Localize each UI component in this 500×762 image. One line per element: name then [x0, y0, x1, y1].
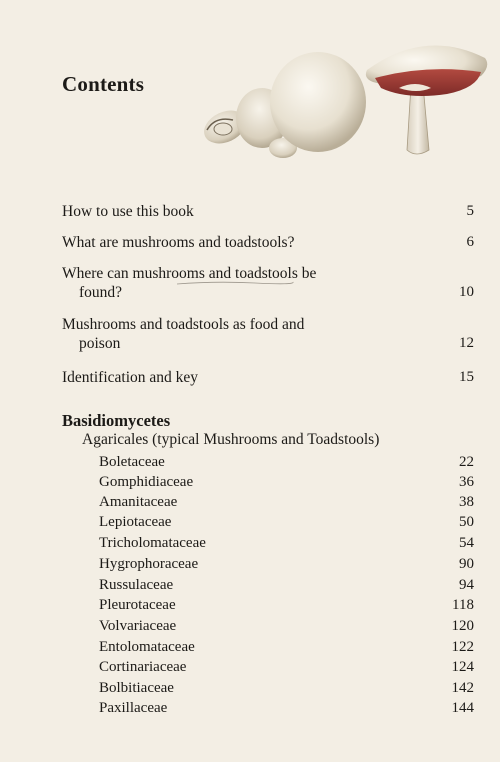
family-page-number: 50	[459, 514, 474, 530]
family-entry[interactable]	[99, 534, 474, 552]
family-entry[interactable]	[99, 617, 474, 635]
family-entry[interactable]	[99, 555, 474, 573]
family-name: Cortinariaceae	[99, 659, 187, 675]
family-entry[interactable]	[99, 638, 474, 656]
entry-page-number: 6	[466, 234, 474, 250]
entry-label: Identification and key	[62, 369, 199, 386]
family-page-number: 142	[451, 680, 474, 696]
entry-label: Where can mushrooms and toadstools be	[62, 265, 317, 282]
family-entry[interactable]	[99, 679, 474, 697]
family-entry[interactable]	[99, 596, 474, 614]
family-name: Entolomataceae	[99, 639, 195, 655]
entry-page-number: 15	[459, 369, 474, 385]
family-entry[interactable]	[99, 576, 474, 594]
entry-label: How to use this book	[62, 203, 194, 220]
entry-label-continued: found?	[79, 284, 123, 301]
entry-label: What are mushrooms and toadstools?	[62, 234, 295, 251]
contents-entry[interactable]	[62, 368, 474, 387]
family-entry[interactable]	[99, 453, 474, 471]
family-entry[interactable]	[99, 493, 474, 511]
family-name: Gomphidiaceae	[99, 474, 194, 490]
contents-entry[interactable]	[62, 315, 474, 353]
pencil-mark	[175, 278, 295, 288]
entry-label-continued: poison	[79, 335, 121, 352]
entry-label: Mushrooms and toadstools as food and	[62, 316, 305, 333]
family-name: Hygrophoraceae	[99, 556, 199, 572]
family-entry[interactable]	[99, 473, 474, 491]
family-name: Pleurotaceae	[99, 597, 176, 613]
family-entry[interactable]	[99, 699, 474, 717]
contents-entry[interactable]	[62, 233, 474, 252]
mushroom-illustration	[185, 30, 500, 180]
family-name: Tricholomataceae	[99, 535, 206, 551]
family-page-number: 54	[459, 535, 474, 551]
family-page-number: 36	[459, 474, 474, 490]
page-title: Contents	[62, 72, 145, 96]
family-page-number: 144	[451, 700, 474, 716]
family-name: Paxillaceae	[99, 700, 168, 716]
family-name: Volvariaceae	[99, 618, 177, 634]
family-page-number: 90	[459, 556, 474, 572]
entry-page-number: 5	[466, 203, 474, 219]
family-entry[interactable]	[99, 513, 474, 531]
contents-entry[interactable]	[62, 202, 474, 221]
family-name: Boletaceae	[99, 454, 165, 470]
entry-page-number: 12	[459, 335, 474, 351]
family-page-number: 118	[452, 597, 474, 613]
family-page-number: 120	[451, 618, 474, 634]
section-heading: Basidiomycetes	[62, 411, 171, 430]
family-name: Lepiotaceae	[99, 514, 172, 530]
family-page-number: 124	[451, 659, 474, 675]
family-page-number: 22	[459, 454, 474, 470]
family-name: Amanitaceae	[99, 494, 178, 510]
family-name: Russulaceae	[99, 577, 174, 593]
family-page-number: 122	[451, 639, 474, 655]
entry-page-number: 10	[459, 284, 474, 300]
subsection-heading: Agaricales (typical Mushrooms and Toadstools)	[82, 431, 380, 448]
family-page-number: 38	[459, 494, 474, 510]
family-entry[interactable]	[99, 658, 474, 676]
family-page-number: 94	[459, 577, 474, 593]
family-name: Bolbitiaceae	[99, 680, 174, 696]
